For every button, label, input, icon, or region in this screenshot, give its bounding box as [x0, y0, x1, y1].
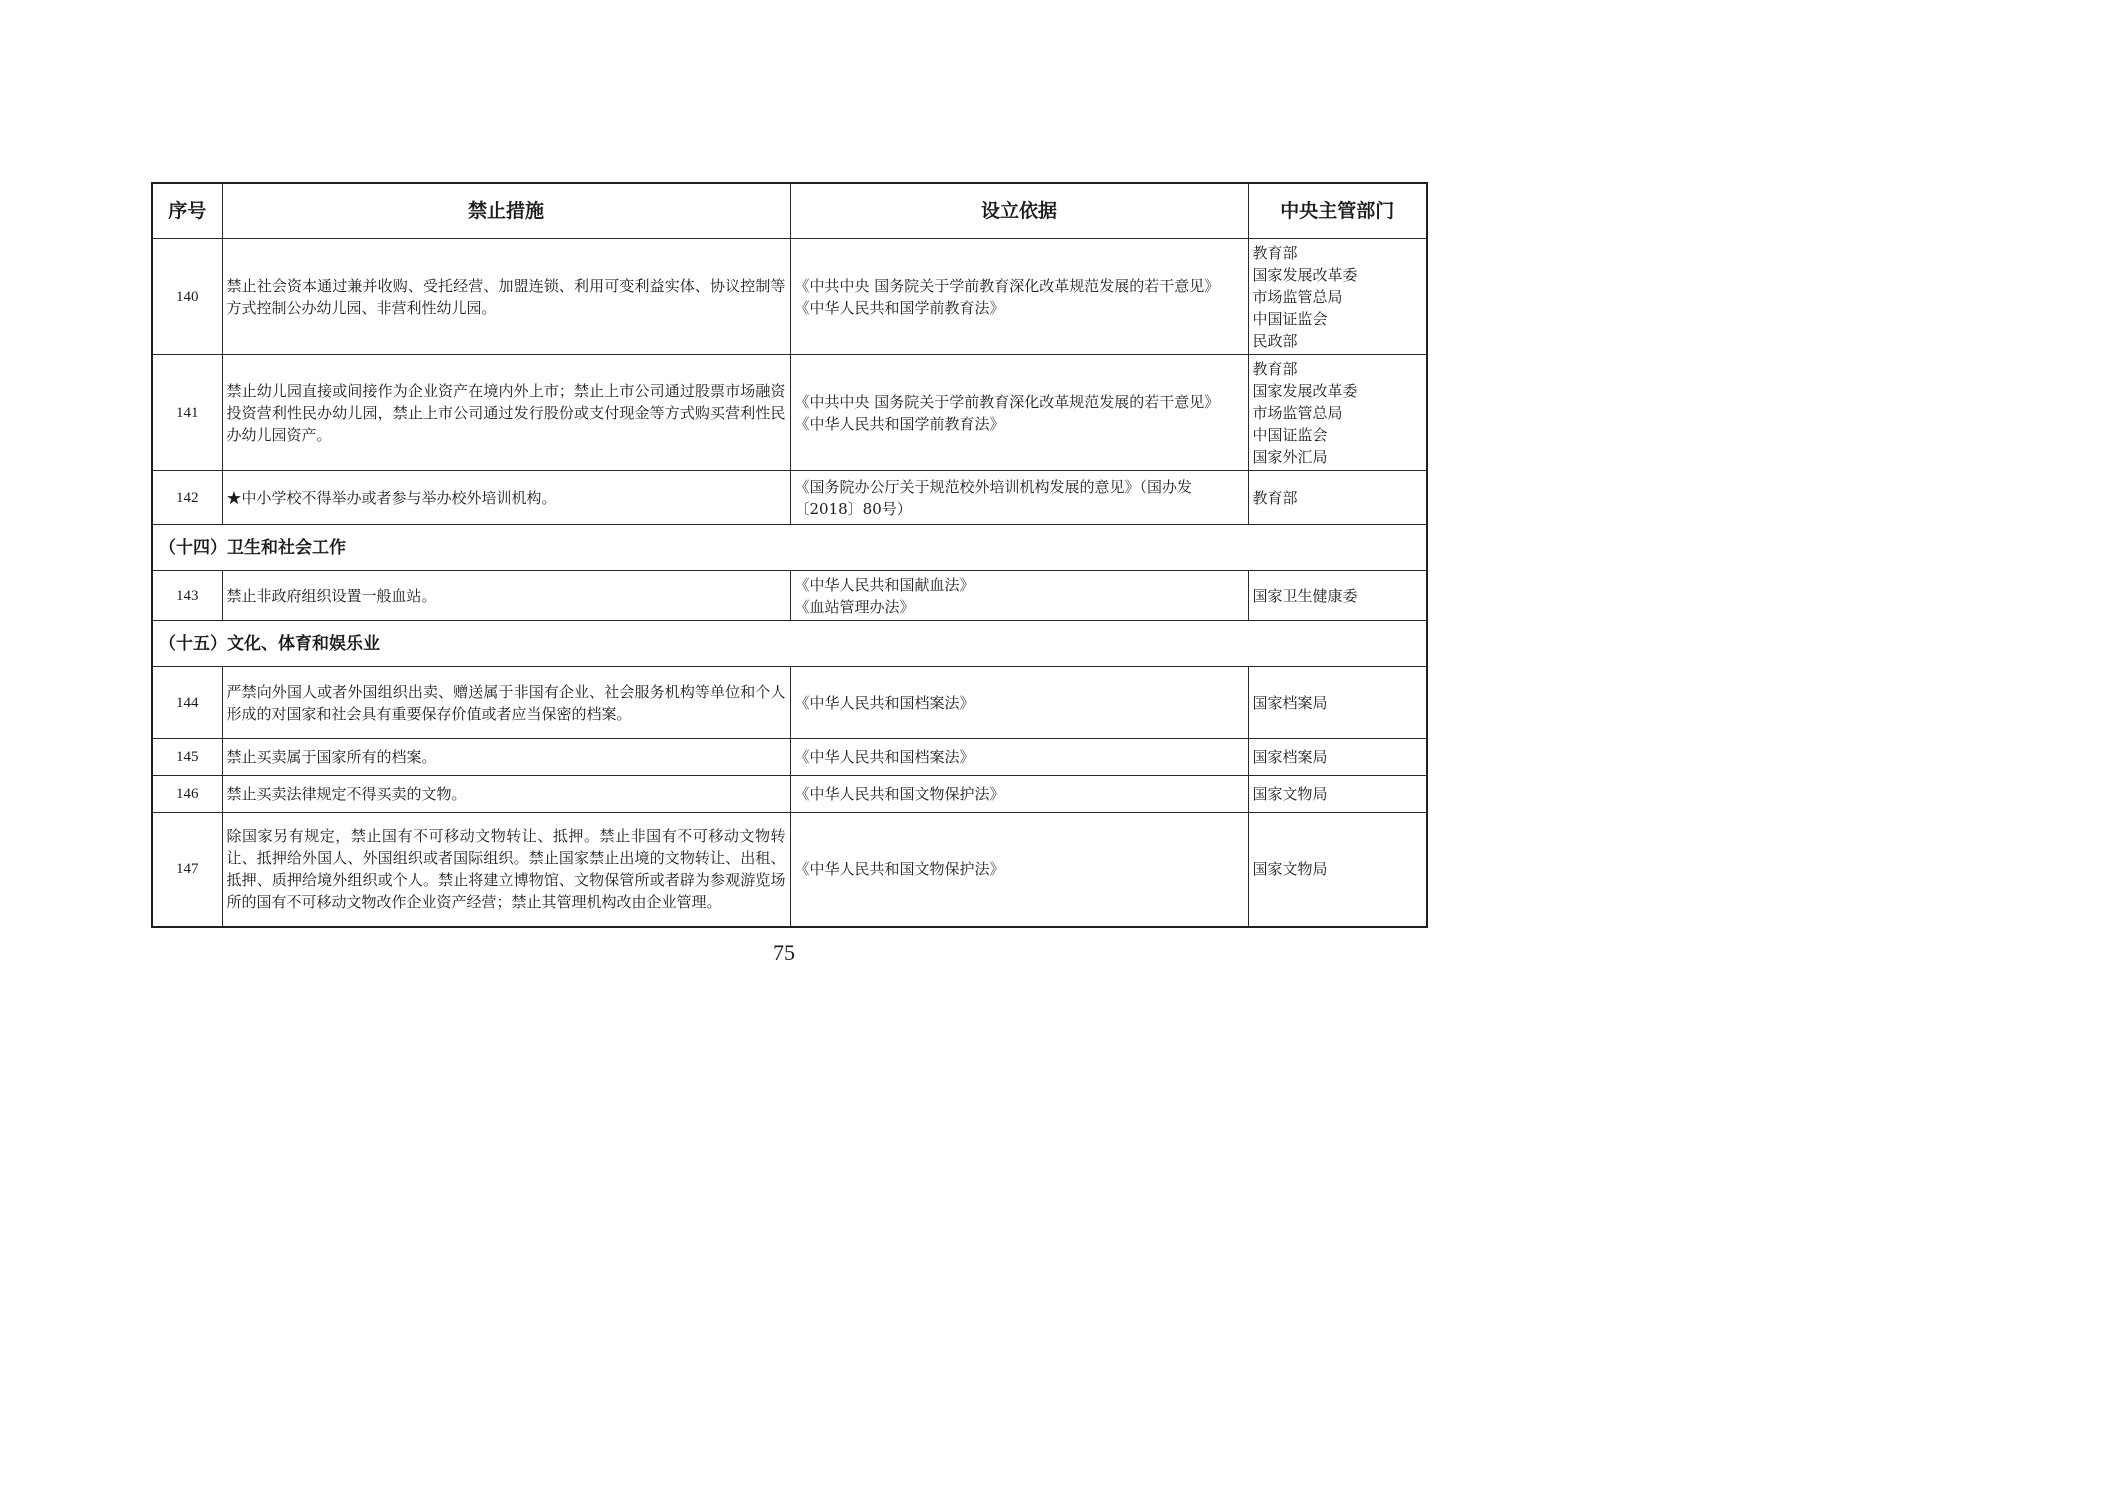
prohibited-measure: 严禁向外国人或者外国组织出卖、赠送属于非国有企业、社会服务机构等单位和个人形成的对国家和社会具有重要保存价值或者应当保密的档案。 — [222, 667, 790, 739]
section-row — [152, 525, 1427, 571]
supervising-department — [1248, 571, 1427, 621]
table-header-row — [152, 183, 1427, 239]
dept-item: 教育部 — [1252, 359, 1298, 378]
supervising-department — [1248, 355, 1427, 471]
table-row — [152, 776, 1427, 813]
dept-item: 市场监管总局 — [1252, 287, 1343, 306]
dept-item: 国家发展改革委 — [1252, 265, 1358, 284]
basis-item: 《血站管理办法》 — [794, 597, 915, 616]
dept-item: 国家发展改革委 — [1252, 381, 1358, 400]
legal-basis — [790, 571, 1248, 621]
prohibited-measure: 禁止买卖属于国家所有的档案。 — [222, 739, 790, 776]
dept-item: 国家卫生健康委 — [1252, 586, 1358, 605]
dept-item: 国家外汇局 — [1252, 447, 1328, 466]
dept-item: 市场监管总局 — [1252, 403, 1343, 422]
row-number: 143 — [152, 571, 222, 621]
table-row — [152, 471, 1427, 525]
dept-item: 国家档案局 — [1252, 748, 1328, 766]
dept-item: 国家文物局 — [1252, 785, 1328, 803]
negative-list-table — [151, 182, 1428, 928]
row-number: 144 — [152, 667, 222, 739]
header-measure: 禁止措施 — [222, 183, 790, 239]
table-row — [152, 239, 1427, 355]
dept-item: 中国证监会 — [1252, 309, 1328, 328]
row-number: 140 — [152, 239, 222, 355]
row-number: 141 — [152, 355, 222, 471]
legal-basis — [790, 813, 1248, 927]
row-number: 142 — [152, 471, 222, 525]
basis-item: 《中华人民共和国文物保护法》 — [794, 860, 1005, 879]
row-number: 147 — [152, 813, 222, 927]
table-row — [152, 813, 1427, 927]
prohibited-measure: 禁止买卖法律规定不得买卖的文物。 — [222, 776, 790, 813]
dept-item: 教育部 — [1252, 243, 1298, 262]
table-row — [152, 739, 1427, 776]
legal-basis — [790, 239, 1248, 355]
table-row — [152, 667, 1427, 739]
prohibited-measure: 禁止非政府组织设置一般血站。 — [222, 571, 790, 621]
supervising-department — [1248, 776, 1427, 813]
supervising-department — [1248, 239, 1427, 355]
legal-basis — [790, 355, 1248, 471]
prohibited-measure: ★中小学校不得举办或者参与举办校外培训机构。 — [222, 471, 790, 525]
prohibited-measure: 禁止幼儿园直接或间接作为企业资产在境内外上市；禁止上市公司通过股票市场融资投资营利性民办幼儿园，禁止上市公司通过发行股份或支付现金等方式购买营利性民办幼儿园资产。 — [222, 355, 790, 471]
basis-item: 《中华人民共和国文物保护法》 — [794, 785, 1005, 803]
legal-basis — [790, 739, 1248, 776]
basis-item: 《中华人民共和国学前教育法》 — [794, 298, 1005, 317]
legal-basis — [790, 667, 1248, 739]
basis-item: 《中华人民共和国献血法》 — [794, 575, 975, 594]
legal-basis — [790, 471, 1248, 525]
row-number: 146 — [152, 776, 222, 813]
prohibited-measure: 禁止社会资本通过兼并收购、受托经营、加盟连锁、利用可变利益实体、协议控制等方式控制公办幼儿园、非营利性幼儿园。 — [222, 239, 790, 355]
page-number: 75 — [773, 940, 795, 965]
supervising-department — [1248, 667, 1427, 739]
basis-item: 《中华人民共和国档案法》 — [794, 693, 975, 712]
supervising-department — [1248, 471, 1427, 525]
dept-item: 中国证监会 — [1252, 425, 1328, 444]
dept-item: 国家档案局 — [1252, 693, 1328, 712]
header-basis: 设立依据 — [790, 183, 1248, 239]
section-title: （十四）卫生和社会工作 — [152, 525, 1427, 571]
section-title: （十五）文化、体育和娱乐业 — [152, 621, 1427, 667]
prohibited-measure: 除国家另有规定，禁止国有不可移动文物转让、抵押。禁止非国有不可移动文物转让、抵押给外国人、外国组织或者国际组织。禁止国家禁止出境的文物转让、出租、抵押、质押给境外组织或个人。禁止将建立博物馆、文物保管所或者辟为参观游览场所的国有不可移动文物改作企业资产经营；禁止其管理机构改由企业管理。 — [222, 813, 790, 927]
table-row — [152, 355, 1427, 471]
table-row — [152, 571, 1427, 621]
dept-item: 国家文物局 — [1252, 860, 1328, 879]
basis-item: 《国务院办公厅关于规范校外培训机构发展的意见》（国办发〔2018〕80号） — [794, 477, 1193, 518]
supervising-department — [1248, 813, 1427, 927]
header-dept: 中央主管部门 — [1248, 183, 1427, 239]
supervising-department — [1248, 739, 1427, 776]
dept-item: 民政部 — [1252, 331, 1298, 350]
legal-basis — [790, 776, 1248, 813]
row-number: 145 — [152, 739, 222, 776]
section-row — [152, 621, 1427, 667]
dept-item: 教育部 — [1252, 488, 1298, 507]
header-no: 序号 — [152, 183, 222, 239]
basis-item: 《中华人民共和国学前教育法》 — [794, 414, 1005, 433]
basis-item: 《中华人民共和国档案法》 — [794, 748, 975, 766]
basis-item: 《中共中央 国务院关于学前教育深化改革规范发展的若干意见》 — [794, 276, 1220, 295]
basis-item: 《中共中央 国务院关于学前教育深化改革规范发展的若干意见》 — [794, 392, 1220, 411]
